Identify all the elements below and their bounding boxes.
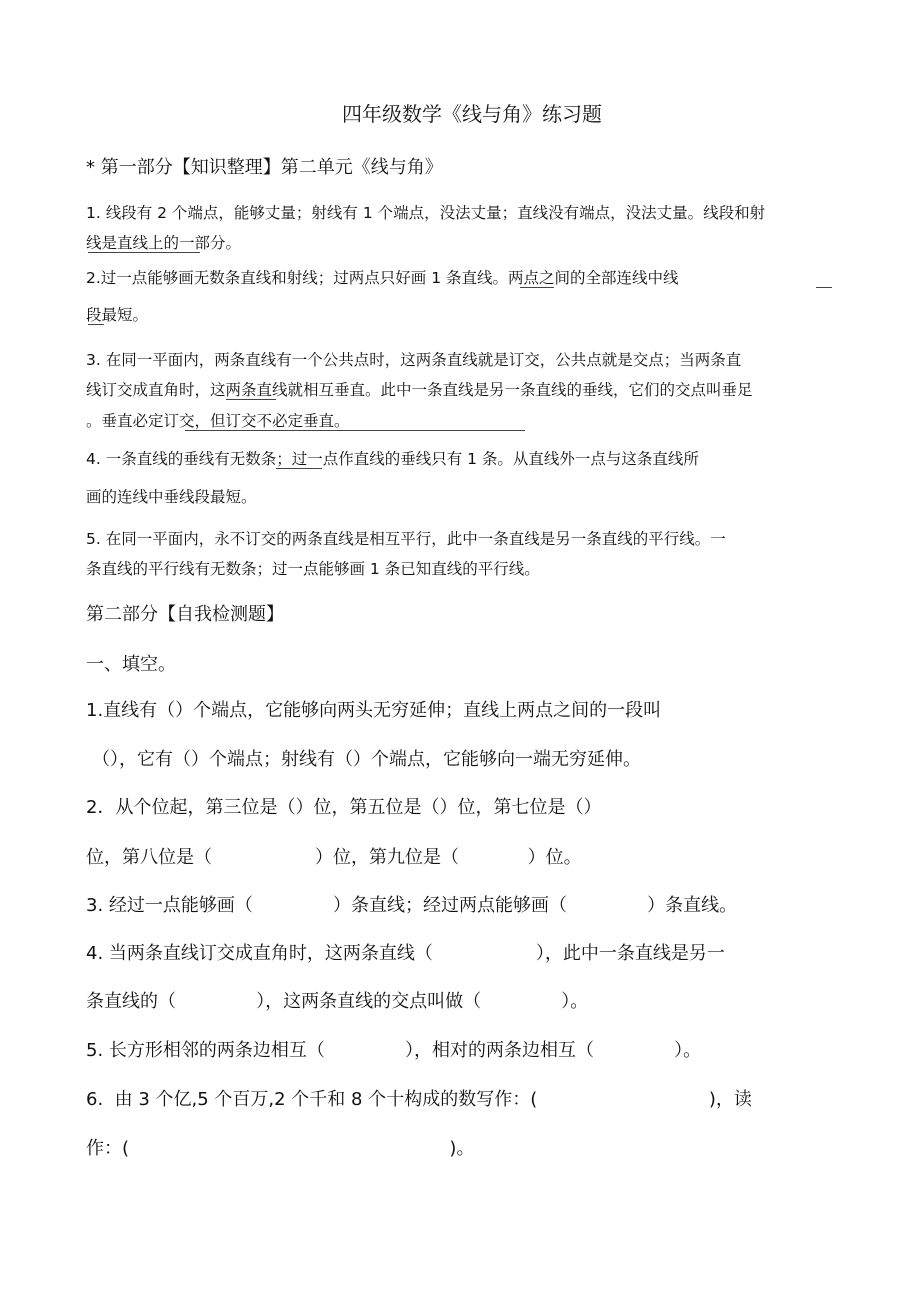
question-6-line-2: 作：( )。 bbox=[86, 1138, 475, 1159]
knowledge-item-1-line-2: 线是直线上的一部分。 bbox=[86, 234, 242, 252]
part2-heading: 第二部分【自我检测题】 bbox=[86, 604, 284, 625]
knowledge-item-3-line-1: 3. 在同一平面内，两条直线有一个公共点时，这两条直线就是订交，公共点就是交点；当两条直 bbox=[86, 351, 742, 369]
page-title: 四年级数学《线与角》练习题 bbox=[342, 102, 602, 126]
question-2-line-1: 2．从个位起，第三位是（）位，第五位是（）位，第七位是（） bbox=[86, 797, 602, 818]
question-4-line-2: 条直线的（ ），这两条直线的交点叫做（ ）。 bbox=[86, 991, 589, 1012]
knowledge-item-3-line-3: 。垂直必定订交，但订交不必定垂直。 bbox=[86, 412, 350, 430]
underline-mark bbox=[816, 287, 832, 288]
question-1-line-2: （），它有（）个端点；射线有（）个端点，它能够向一端无穷延伸。 bbox=[92, 749, 641, 770]
knowledge-item-1-line-1: 1. 线段有 2 个端点，能够丈量；射线有 1 个端点，没法丈量；直线没有端点，没法丈量。线段和射 bbox=[86, 204, 766, 222]
knowledge-item-2-line-2: 段最短。 bbox=[86, 306, 149, 324]
underline-mark bbox=[520, 287, 554, 288]
knowledge-item-4-line-2: 画的连线中垂线段最短。 bbox=[86, 488, 257, 506]
section-1-heading: 一、填空。 bbox=[86, 654, 176, 675]
underline-mark bbox=[88, 252, 200, 253]
underline-mark bbox=[185, 430, 525, 431]
question-1-line-1: 1.直线有（）个端点，它能够向两头无穷延伸；直线上两点之间的一段叫 bbox=[86, 700, 662, 721]
knowledge-item-2-line-1: 2.过一点能够画无数条直线和射线；过两点只好画 1 条直线。两点之间的全部连线中线 bbox=[86, 269, 679, 287]
part1-heading: * 第一部分【知识整理】第二单元《线与角》 bbox=[86, 157, 443, 178]
question-2-line-2: 位，第八位是（ ）位，第九位是（ ）位。 bbox=[86, 847, 582, 868]
knowledge-item-4-line-1: 4. 一条直线的垂线有无数条；过一点作直线的垂线只有 1 条。从直线外一点与这条直线所 bbox=[86, 450, 699, 468]
knowledge-item-5-line-2: 条直线的平行线有无数条；过一点能够画 1 条已知直线的平行线。 bbox=[86, 560, 540, 578]
underline-mark bbox=[88, 324, 104, 325]
question-5: 5. 长方形相邻的两条边相互（ ），相对的两条边相互（ ）。 bbox=[86, 1040, 702, 1061]
underline-mark bbox=[276, 468, 322, 469]
underline-mark bbox=[226, 399, 276, 400]
question-3: 3. 经过一点能够画（ ）条直线；经过两点能够画（ ）条直线。 bbox=[86, 895, 738, 916]
knowledge-item-3-line-2: 线订交成直角时，这两条直线就相互垂直。此中一条直线是另一条直线的垂线，它们的交点叫垂足 bbox=[86, 381, 753, 399]
question-6-line-1: 6. 由 3 个亿,5 个百万,2 个千和 8 个十构成的数写作：( )，读 bbox=[86, 1089, 752, 1110]
question-4-line-1: 4. 当两条直线订交成直角时，这两条直线（ ），此中一条直线是另一 bbox=[86, 943, 725, 964]
knowledge-item-5-line-1: 5. 在同一平面内，永不订交的两条直线是相互平行，此中一条直线是另一条直线的平行线。一 bbox=[86, 530, 726, 548]
